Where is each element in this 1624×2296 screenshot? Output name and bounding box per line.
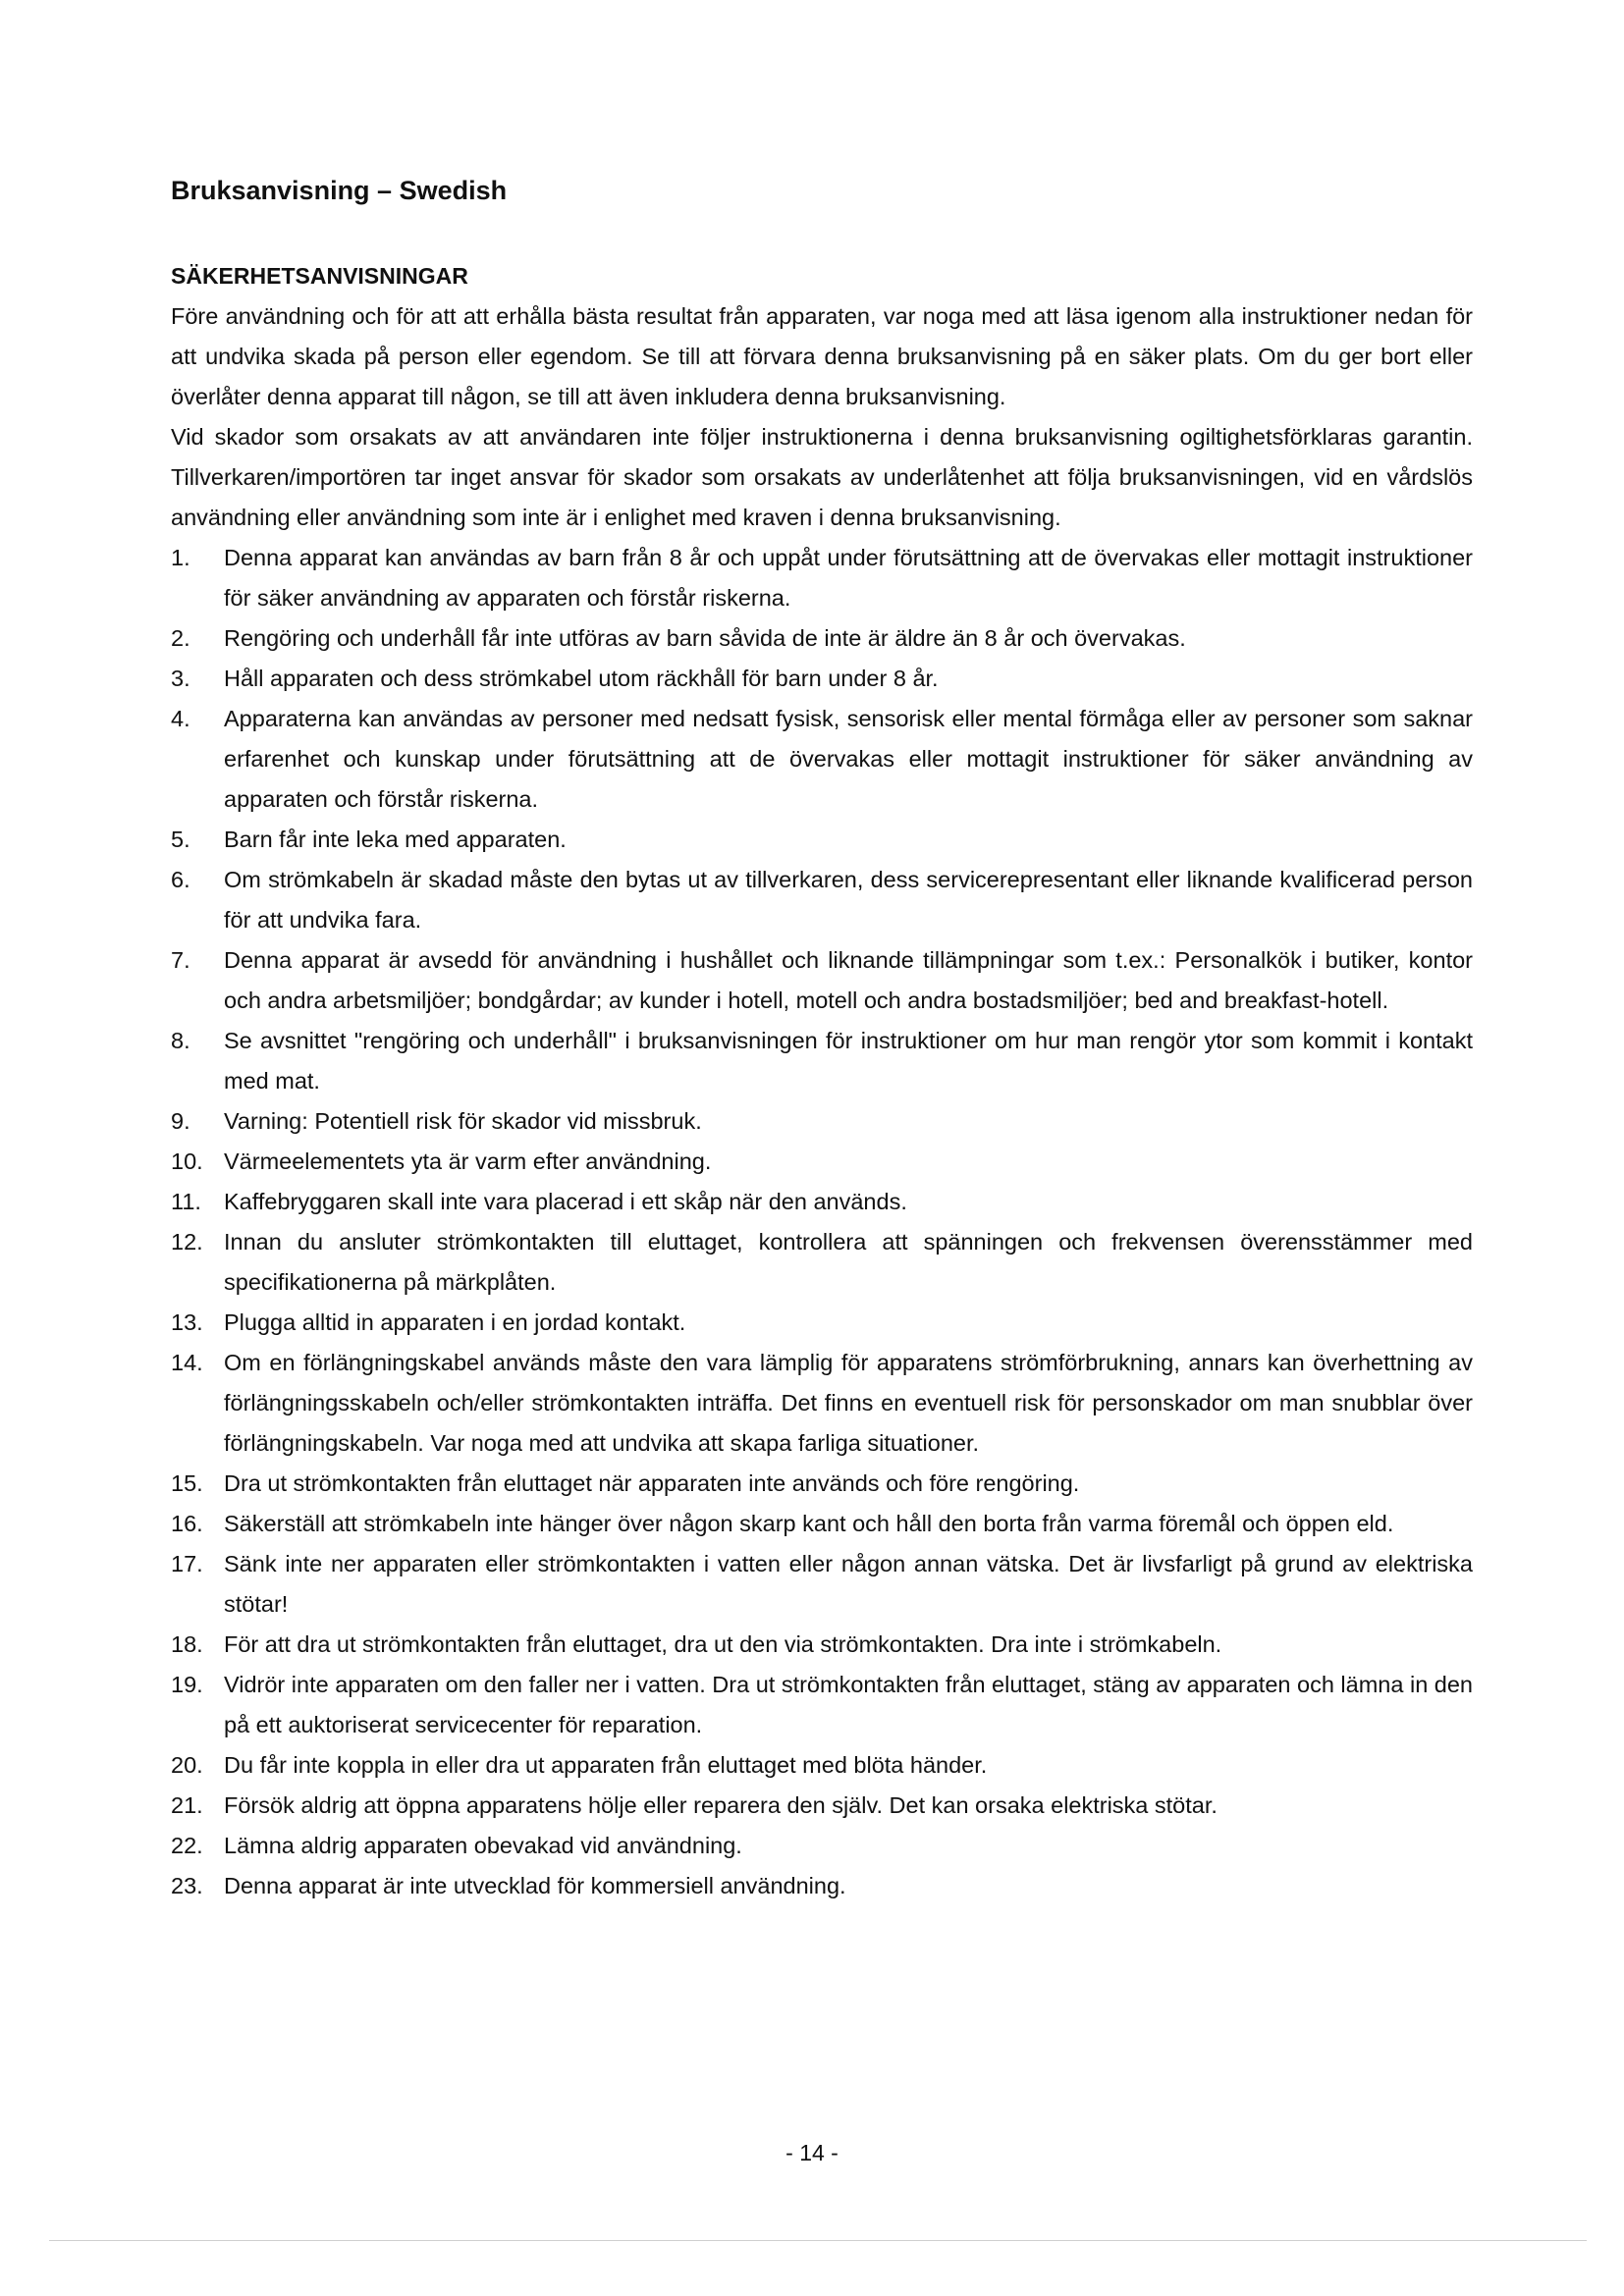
list-item	[171, 1101, 1473, 1142]
item-text: Säkerställ att strömkabeln inte hänger över någon skarp kant och håll den borta från varma föremål och öppen eld.	[224, 1511, 1394, 1536]
item-number: 10.	[171, 1148, 203, 1174]
item-text: Denna apparat är inte utvecklad för kommersiell användning.	[224, 1873, 846, 1898]
item-number: 11.	[171, 1189, 201, 1214]
safety-list	[171, 538, 1473, 1906]
item-text: Plugga alltid in apparaten i en jordad kontakt.	[224, 1309, 686, 1335]
item-number: 15.	[171, 1470, 203, 1496]
item-text: Se avsnittet "rengöring och underhåll" i bruksanvisningen för instruktioner om hur man rengör ytor som kommit i kontakt med mat.	[224, 1028, 1473, 1094]
item-number: 21.	[171, 1792, 203, 1818]
footer-divider	[49, 2240, 1587, 2241]
list-item	[171, 1786, 1473, 1826]
list-item	[171, 1182, 1473, 1222]
item-number: 19.	[171, 1672, 203, 1697]
item-number: 12.	[171, 1229, 203, 1255]
list-item	[171, 618, 1473, 659]
section-heading: SÄKERHETSANVISNINGAR	[171, 263, 468, 289]
item-number: 14.	[171, 1350, 203, 1375]
list-item	[171, 659, 1473, 699]
item-text: Barn får inte leka med apparaten.	[224, 827, 567, 852]
item-text: Sänk inte ner apparaten eller strömkontakten i vatten eller någon annan vätska. Det är livsfarligt på grund av elektriska stötar!	[224, 1551, 1473, 1617]
item-number: 13.	[171, 1309, 203, 1335]
list-item	[171, 1464, 1473, 1504]
item-text: Varning: Potentiell risk för skador vid missbruk.	[224, 1108, 702, 1134]
document-title: Bruksanvisning – Swedish	[171, 176, 508, 205]
item-text: Innan du ansluter strömkontakten till eluttaget, kontrollera att spänningen och frekvensen överensstämmer med specifikationerna på märkplåten.	[224, 1229, 1473, 1295]
item-text: Värmeelementets yta är varm efter användning.	[224, 1148, 712, 1174]
item-text: Försök aldrig att öppna apparatens hölje eller reparera den själv. Det kan orsaka elektriska stötar.	[224, 1792, 1218, 1818]
item-text: Om strömkabeln är skadad måste den bytas ut av tillverkaren, dess servicerepresentant eller liknande kvalificerad person för att undvika fara.	[224, 867, 1473, 933]
item-text: Apparaterna kan användas av personer med nedsatt fysisk, sensorisk eller mental förmåga eller av personer som saknar erfarenhet och kunskap under förutsättning att de övervakas eller mottagit instruktioner för säker användning av apparaten och förstår riskerna.	[224, 706, 1473, 812]
item-text: Lämna aldrig apparaten obevakad vid användning.	[224, 1833, 742, 1858]
item-number: 9.	[171, 1108, 190, 1134]
item-number: 3.	[171, 666, 190, 691]
item-number: 16.	[171, 1511, 203, 1536]
list-item	[171, 1826, 1473, 1866]
item-number: 23.	[171, 1873, 203, 1898]
item-number: 4.	[171, 706, 190, 731]
item-text: Kaffebryggaren skall inte vara placerad i ett skåp när den används.	[224, 1189, 907, 1214]
list-item	[171, 1343, 1473, 1464]
list-item	[171, 1142, 1473, 1182]
list-item	[171, 1665, 1473, 1745]
list-item	[171, 1303, 1473, 1343]
intro-paragraph: Före användning och för att att erhålla bästa resultat från apparaten, var noga med att läsa igenom alla instruktioner nedan för att undvika skada på person eller egendom. Se till att förvara denna bruksanvisning på en säker plats. Om du ger bort eller överlåter denna apparat till någon, se till att även inkludera denna bruksanvisning.	[171, 303, 1473, 409]
item-number: 6.	[171, 867, 190, 892]
item-text: För att dra ut strömkontakten från eluttaget, dra ut den via strömkontakten. Dra inte i strömkabeln.	[224, 1631, 1222, 1657]
item-number: 18.	[171, 1631, 203, 1657]
list-item	[171, 1021, 1473, 1101]
document-body	[171, 256, 1473, 1906]
list-item	[171, 1625, 1473, 1665]
item-number: 5.	[171, 827, 190, 852]
item-text: Håll apparaten och dess strömkabel utom räckhåll för barn under 8 år.	[224, 666, 939, 691]
item-text: Vidrör inte apparaten om den faller ner i vatten. Dra ut strömkontakten från eluttaget, stäng av apparaten och lämna in den på ett auktoriserat servicecenter för reparation.	[224, 1672, 1473, 1737]
list-item	[171, 1544, 1473, 1625]
list-item	[171, 820, 1473, 860]
item-text: Denna apparat är avsedd för användning i hushållet och liknande tillämpningar som t.ex.: Personalkök i butiker, kontor och andra arbetsmiljöer; bondgårdar; av kunder i hotell, motell och andra bostadsmiljöer; bed and breakfast-hotell.	[224, 947, 1473, 1013]
list-item	[171, 538, 1473, 618]
item-number: 8.	[171, 1028, 190, 1053]
item-text: Rengöring och underhåll får inte utföras av barn såvida de inte är äldre än 8 år och övervakas.	[224, 625, 1186, 651]
item-number: 22.	[171, 1833, 203, 1858]
list-item	[171, 1866, 1473, 1906]
item-number: 20.	[171, 1752, 203, 1778]
item-text: Du får inte koppla in eller dra ut apparaten från eluttaget med blöta händer.	[224, 1752, 988, 1778]
item-text: Denna apparat kan användas av barn från 8 år och uppåt under förutsättning att de övervakas eller mottagit instruktioner för säker användning av apparaten och förstår riskerna.	[224, 545, 1473, 611]
item-number: 1.	[171, 545, 190, 570]
item-number: 7.	[171, 947, 190, 973]
list-item	[171, 940, 1473, 1021]
item-number: 17.	[171, 1551, 203, 1576]
list-item	[171, 699, 1473, 820]
list-item	[171, 1222, 1473, 1303]
item-number: 2.	[171, 625, 190, 651]
list-item	[171, 860, 1473, 940]
item-text: Om en förlängningskabel används måste den vara lämplig för apparatens strömförbrukning, annars kan överhettning av förlängningsskabeln och/eller strömkontakten inträffa. Det finns en eventuell risk för personskador om man snubblar över förlängningskabeln. Var noga med att undvika att skapa farliga situationer.	[224, 1350, 1473, 1456]
warranty-paragraph: Vid skador som orsakats av att användaren inte följer instruktionerna i denna bruksanvisning ogiltighetsförklaras garantin. Tillverkaren/importören tar inget ansvar för skador som orsakats av underlåtenhet att följa bruksanvisningen, vid en vårdslös användning eller användning som inte är i enlighet med kraven i denna bruksanvisning.	[171, 424, 1473, 530]
page-number: - 14 -	[785, 2140, 839, 2165]
list-item	[171, 1504, 1473, 1544]
list-item	[171, 1745, 1473, 1786]
item-text: Dra ut strömkontakten från eluttaget när apparaten inte används och före rengöring.	[224, 1470, 1080, 1496]
